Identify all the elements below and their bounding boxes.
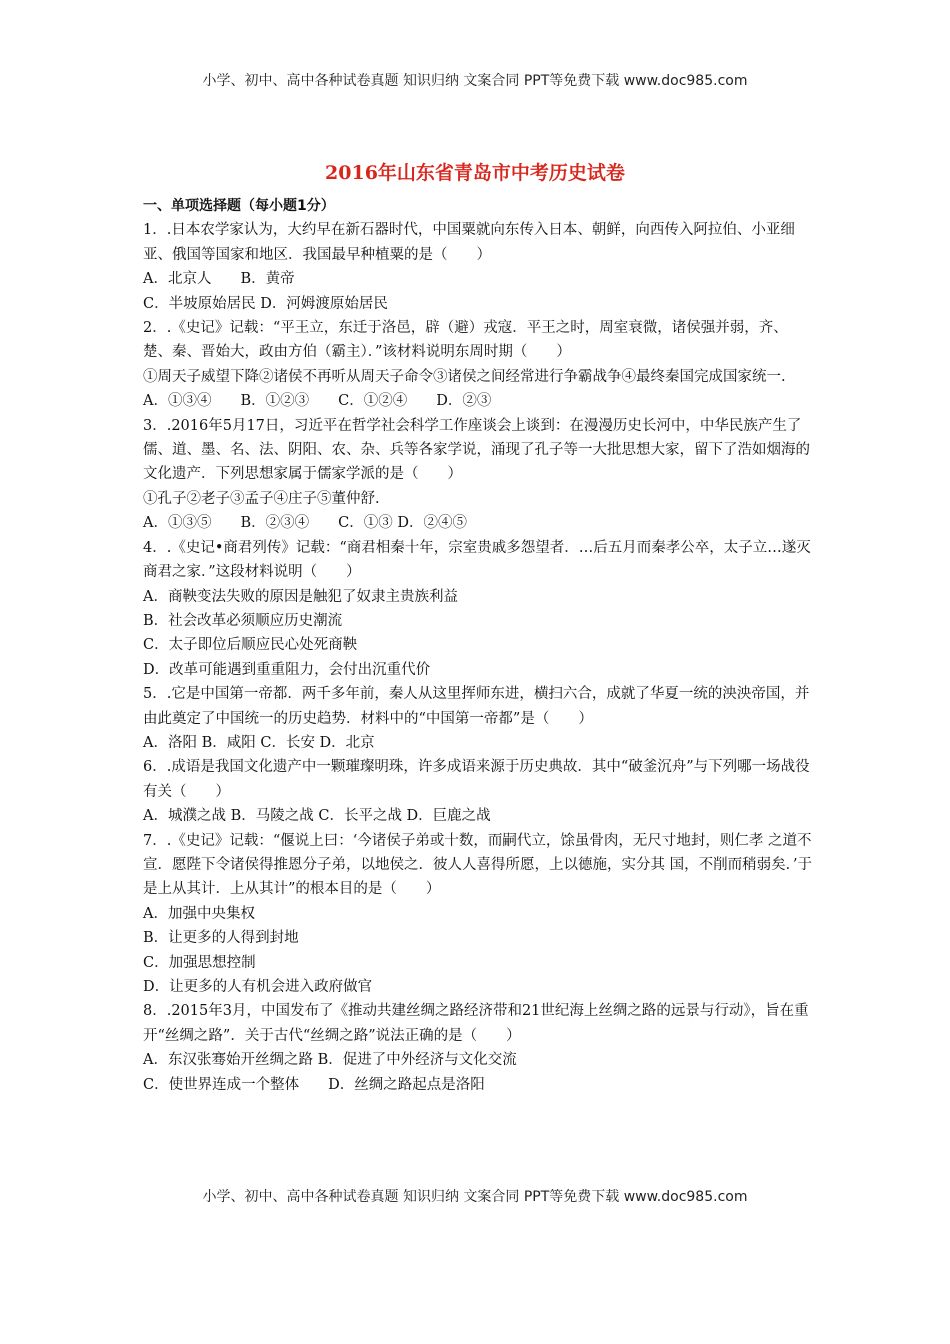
answer-option-line: B．社会改革必须顺应历史潮流 <box>143 612 343 629</box>
page-title: 2016年山东省青岛市中考历史试卷 <box>325 162 625 184</box>
answer-option-line: D．改革可能遇到重重阻力，会付出沉重代价 <box>143 661 431 678</box>
answer-option-line: C．使世界连成一个整体 D．丝绸之路起点是洛阳 <box>143 1076 485 1093</box>
question-stem: 4．.《史记•商君列传》记载：“商君相秦十年，宗室贵戚多怨望者．…后五月而秦孝公卒，太子立…遂灭商君之家．”这段材料说明（ ） <box>143 539 811 581</box>
answer-option-line: D．让更多的人有机会进入政府做官 <box>143 979 373 995</box>
answer-option-line: A．商鞅变法失败的原因是触犯了奴隶主贵族利益 <box>143 588 458 605</box>
question-7 <box>143 829 815 1000</box>
question-stem: 5．.它是中国第一帝都．两千多年前，秦人从这里挥师东进，横扫六合，成就了华夏一统的泱泱帝国，并由此奠定了中国统一的历史趋势．材料中的“中国第一帝都”是（ ） <box>143 686 810 727</box>
answer-option-line: A．①③⑤ B．②③④ C．①③ D．②④⑤ <box>143 515 467 532</box>
answer-option-line: A．①③④ B．①②③ C．①②④ D．②③ <box>143 393 492 410</box>
question-1 <box>143 218 815 316</box>
question-stem: 6．.成语是我国文化遗产中一颗璀璨明珠，许多成语来源于历史典故．其中“破釜沉舟”与下列哪一场战役有关（ ） <box>143 759 810 800</box>
question-4 <box>143 536 815 682</box>
answer-option-line: A．城濮之战 B．马陵之战 C．长平之战 D．巨鹿之战 <box>143 808 491 825</box>
question-stem: 3．.2016年5月17日，习近平在哲学社会科学工作座谈会上谈到：在漫漫历史长河中，中华民族产生了儒、道、墨、名、法、阴阳、农、杂、兵等各家学说，涌现了孔子等一大批思想大家，留下了浩如烟海的文化遗产．下列思想家属于儒家学派的是（ ） <box>143 417 810 483</box>
page-header: 小学、初中、高中各种试卷真题 知识归纳 文案合同 PPT等免费下载 www.doc985.com <box>202 73 748 89</box>
answer-option-line: C．加强思想控制 <box>143 954 256 971</box>
question-2 <box>143 316 815 414</box>
question-statements: ①周天子威望下降②诸侯不再听从周天子命令③诸侯之间经常进行争霸战争④最终秦国完成国家统一. <box>143 368 786 385</box>
question-5 <box>143 682 815 755</box>
question-stem: 2．.《史记》记载：“平王立，东迁于洛邑，辟（避）戎寇．平王之时，周室衰微，诸侯强并弱，齐、楚、秦、晋始大，政由方伯（霸主）．”该材料说明东周时期（ ） <box>143 320 788 361</box>
question-stem: 1．.日本农学家认为，大约早在新石器时代，中国粟就向东传入日本、朝鲜，向西传入阿拉伯、小亚细亚、俄国等国家和地区．我国最早种植粟的是（ ） <box>143 222 795 263</box>
answer-option-line: B．让更多的人得到封地 <box>143 930 299 947</box>
question-stem: 7．.《史记》记载：“偃说上曰：‘今诸侯子弟或十数，而嗣代立，馀虽骨肉，无尺寸地封，则仁孝 之道不宣．愿陛下令诸侯得推恩分子弟，以地侯之．彼人人喜得所愿，上以德施，实分其 国，不削而稍弱矣．’于是上从其计．上从其计”的根本目的是（ ） <box>143 832 812 898</box>
page-footer: 小学、初中、高中各种试卷真题 知识归纳 文案合同 PPT等免费下载 www.doc985.com <box>202 1189 748 1205</box>
question-statements: ①孔子②老子③孟子④庄子⑤董仲舒. <box>143 490 380 507</box>
exam-content <box>143 194 815 1097</box>
answer-option-line: A．洛阳 B．咸阳 C．长安 D．北京 <box>143 734 375 751</box>
answer-option-line: A．加强中央集权 <box>143 905 255 922</box>
question-3 <box>143 414 815 536</box>
question-stem: 8．.2015年3月，中国发布了《推动共建丝绸之路经济带和21世纪海上丝绸之路的远景与行动》，旨在重开“丝绸之路”．关于古代“丝绸之路”说法正确的是（ ） <box>143 1003 809 1044</box>
section-heading: 一、单项选择题（每小题1分） <box>143 198 335 214</box>
question-8 <box>143 999 815 1097</box>
question-6 <box>143 755 815 828</box>
answer-option-line: A．东汉张骞始开丝绸之路 B．促进了中外经济与文化交流 <box>143 1052 517 1069</box>
question-list <box>143 218 815 1097</box>
answer-option-line: C．半坡原始居民 D．河姆渡原始居民 <box>143 295 388 312</box>
answer-option-line: C．太子即位后顺应民心处死商鞅 <box>143 637 358 654</box>
answer-option-line: A．北京人 B．黄帝 <box>143 271 295 288</box>
